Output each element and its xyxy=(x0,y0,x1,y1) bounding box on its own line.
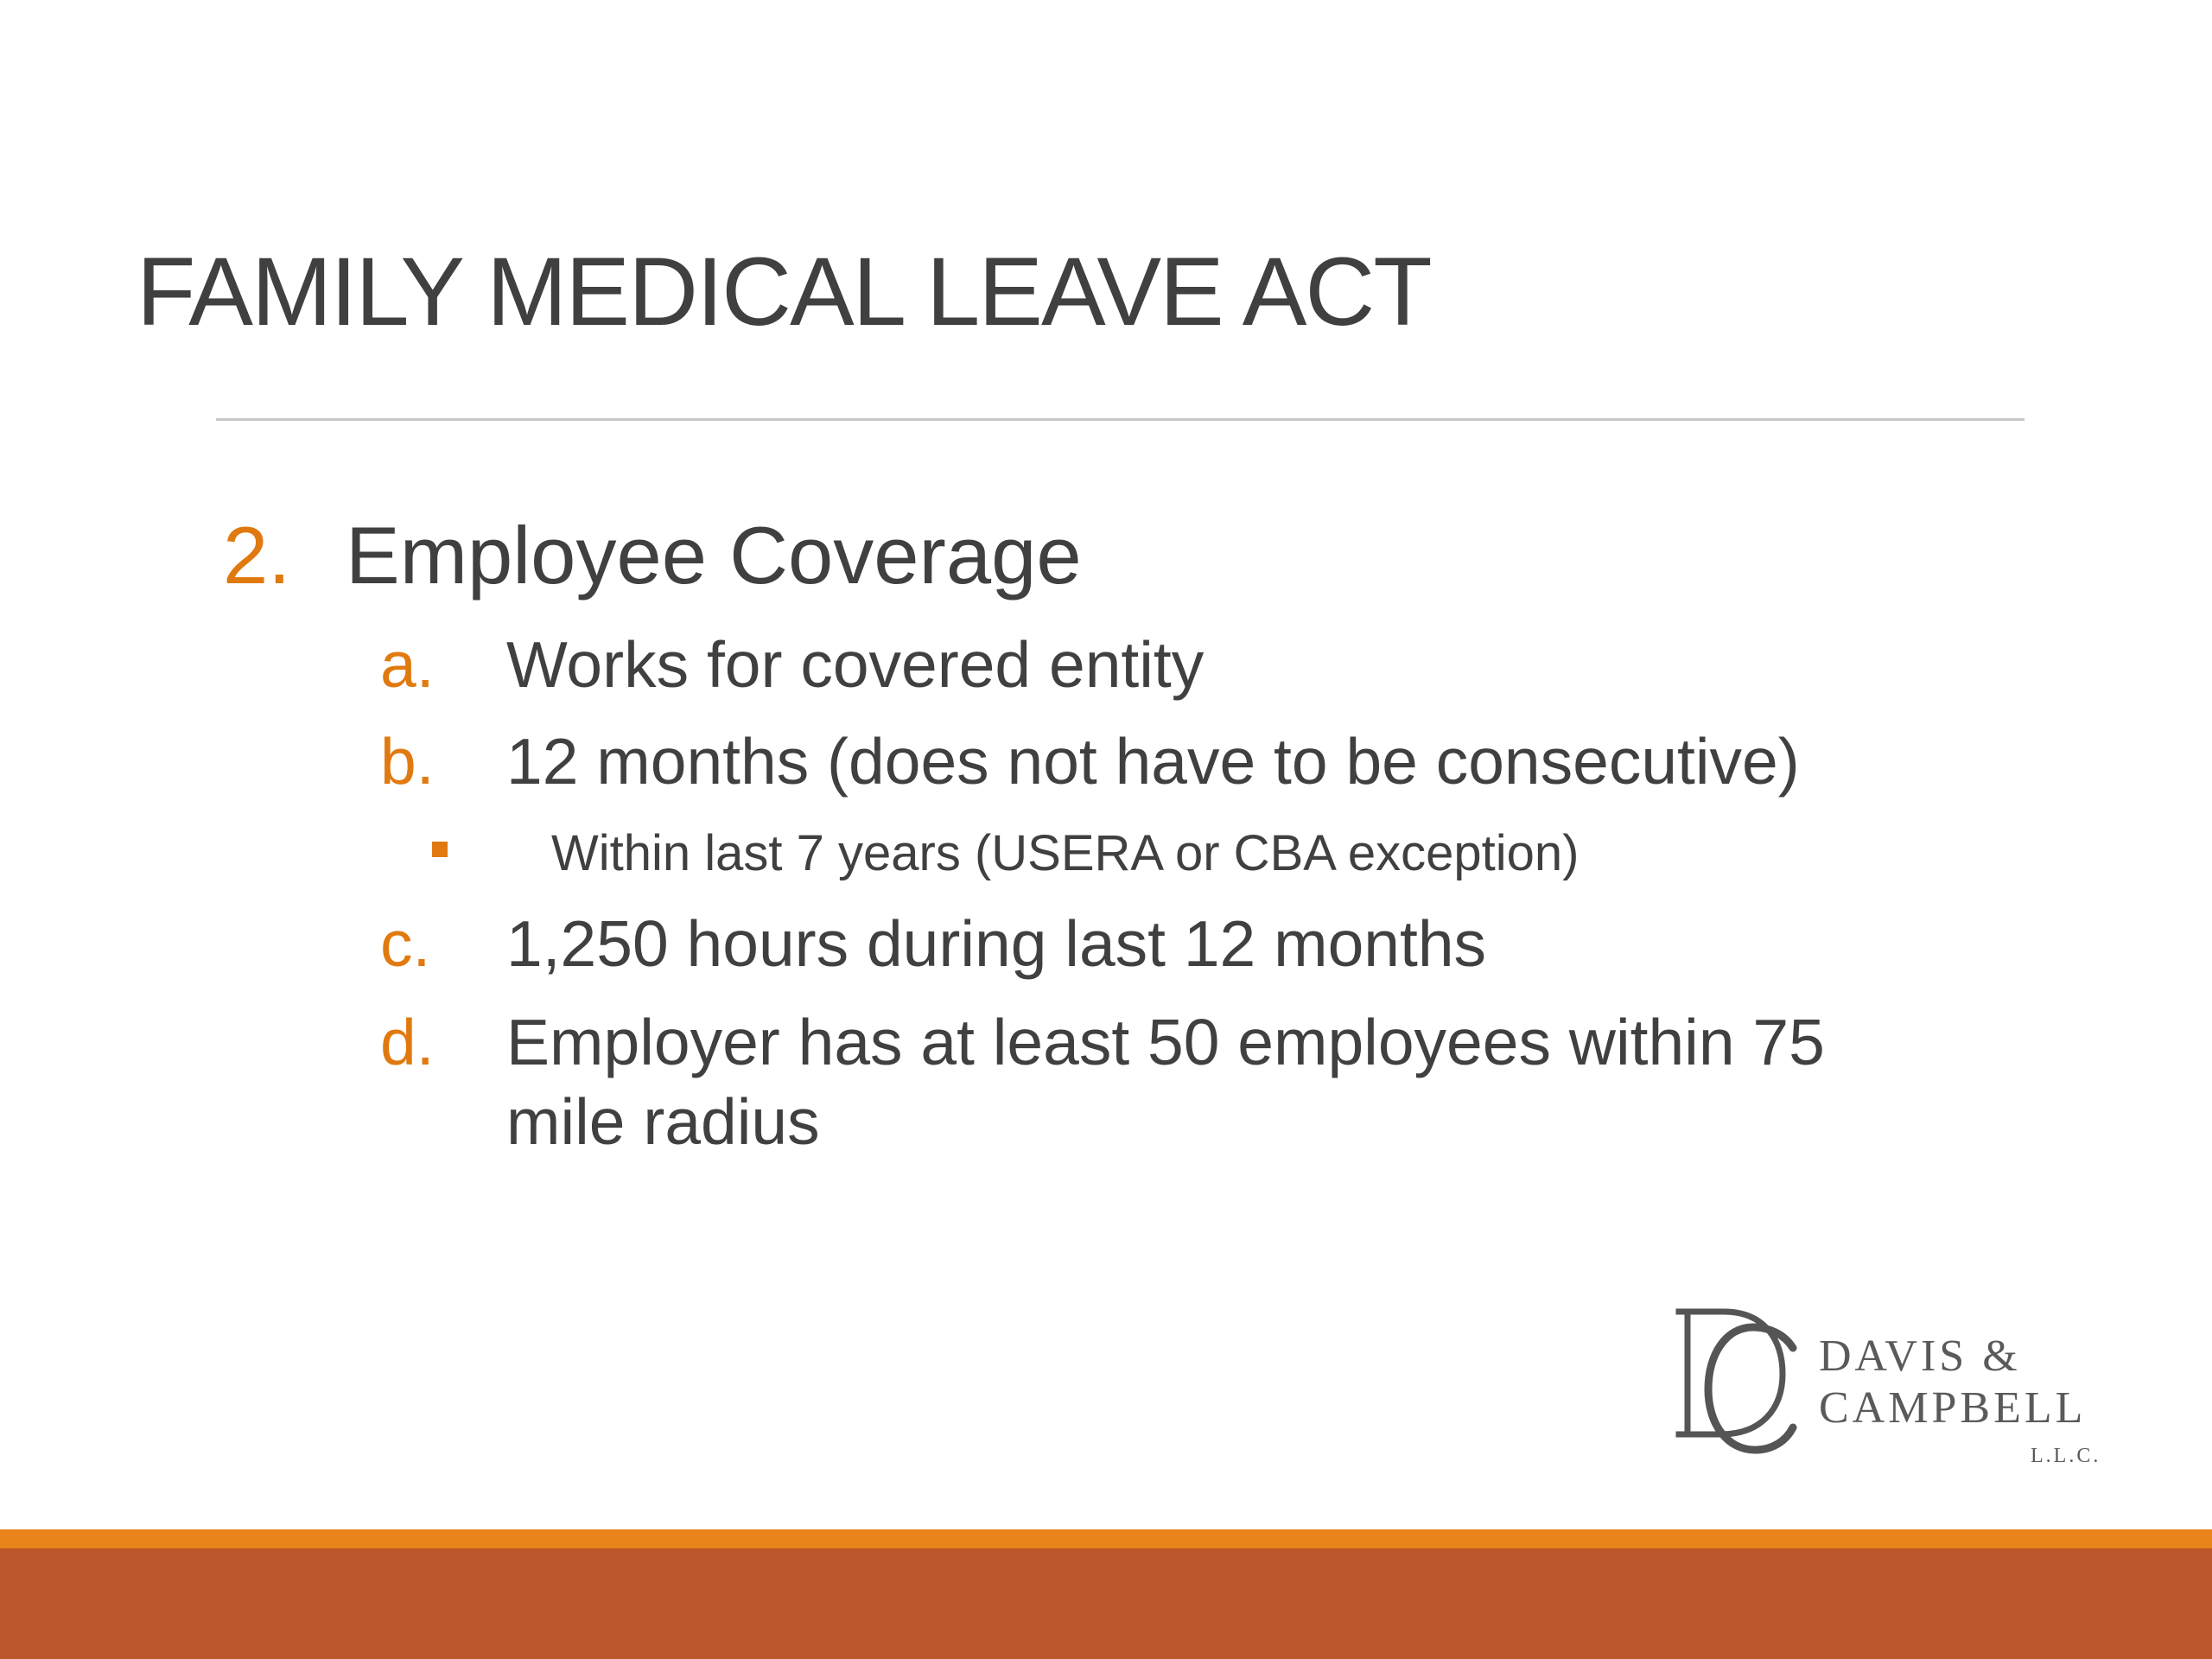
footer-band xyxy=(0,1548,2212,1659)
list-item-text: 12 months (does not have to be consecutive) xyxy=(506,725,1800,798)
list-item-text: Works for covered entity xyxy=(506,628,1205,701)
square-bullet-icon xyxy=(432,842,448,857)
logo-line-davis: DAVIS & xyxy=(1819,1332,2021,1381)
company-logo xyxy=(1672,1305,2104,1478)
list-item-text: Within last 7 years (USERA or CBA exception) xyxy=(551,825,1580,881)
list-item-text-line1: Employer has at least 50 employees within 75 xyxy=(506,1006,1825,1078)
list-marker: 2. xyxy=(223,510,291,601)
list-item-text-line2: mile radius xyxy=(506,1085,820,1158)
list-marker: a. xyxy=(380,628,435,701)
logo-line-llc: L.L.C. xyxy=(2031,1445,2101,1467)
list-marker: c. xyxy=(380,907,431,980)
title-divider xyxy=(216,418,2024,421)
footer-accent-band xyxy=(0,1529,2212,1548)
list-item-text: 1,250 hours during last 12 months xyxy=(506,907,1487,980)
logo-line-campbell: CAMPBELL xyxy=(1819,1383,2087,1433)
dc-monogram-icon xyxy=(1672,1305,1802,1460)
list-marker: d. xyxy=(380,1006,435,1078)
list-item-text: Employee Coverage xyxy=(346,510,1082,601)
slide-title: FAMILY MEDICAL LEAVE ACT xyxy=(137,238,1431,346)
list-marker: b. xyxy=(380,725,435,798)
